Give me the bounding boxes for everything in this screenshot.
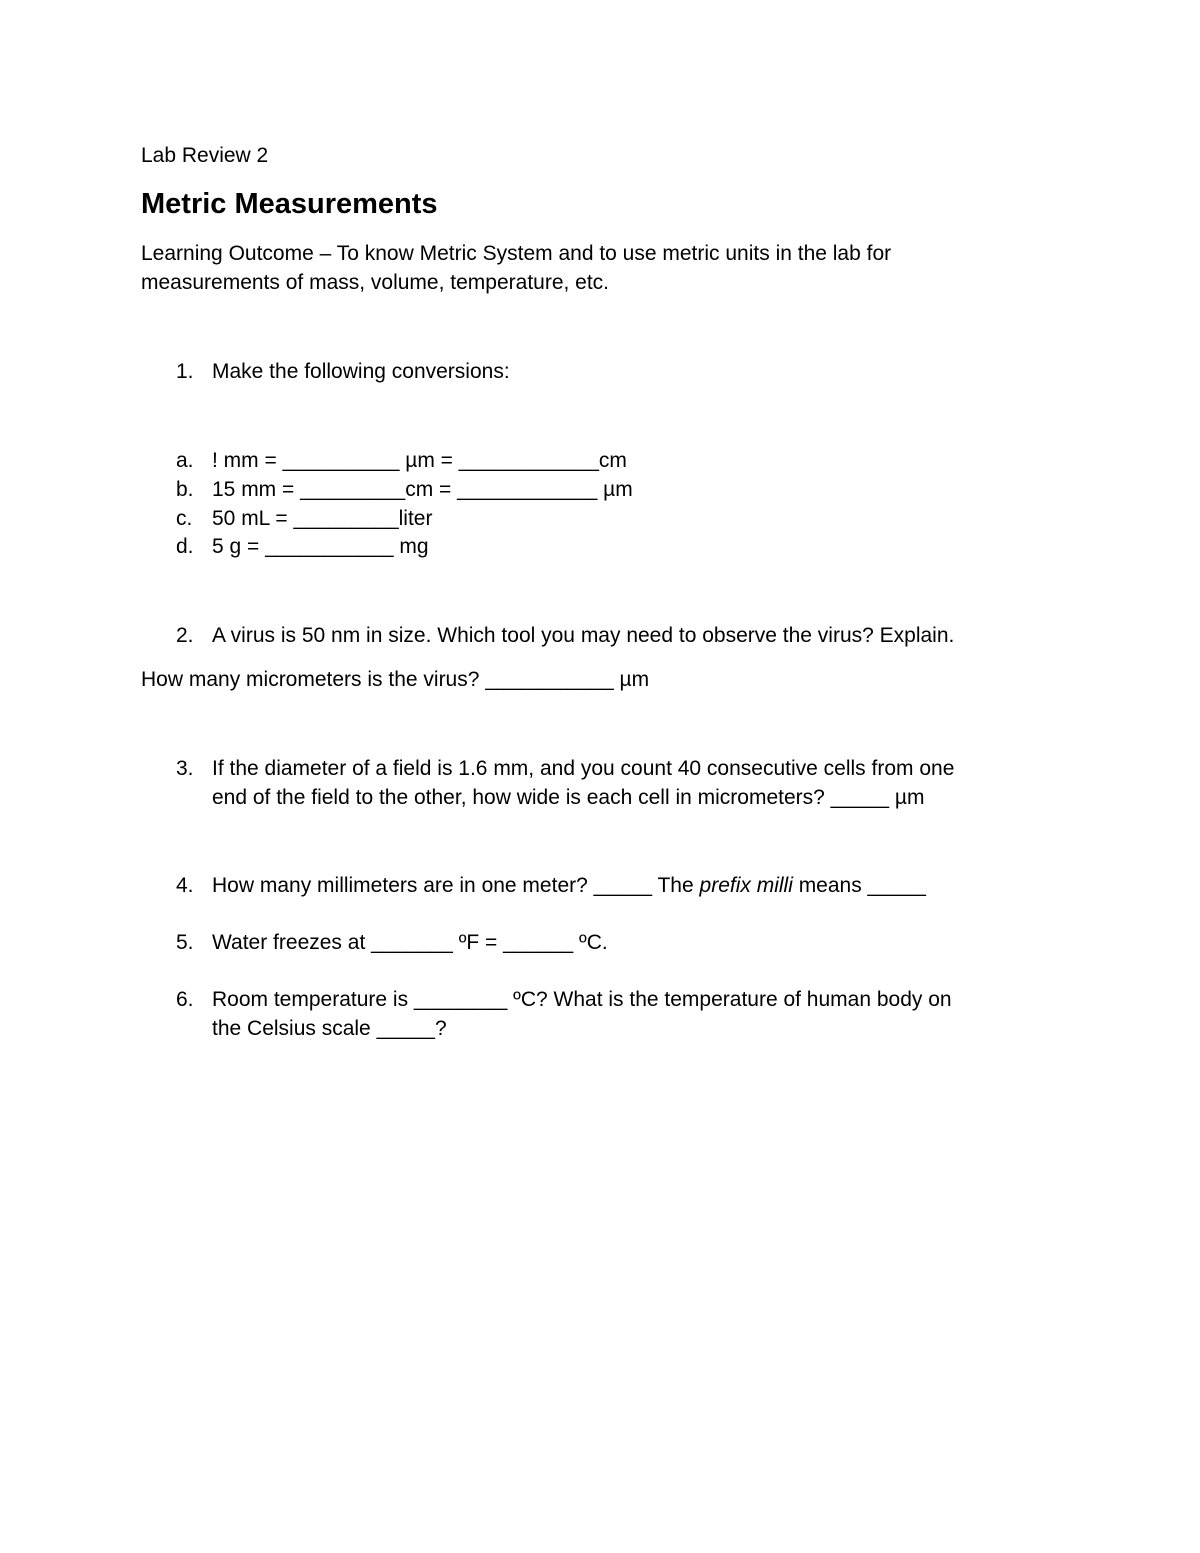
part-c-text: 50 mL = _________liter (212, 507, 433, 530)
question-5-number: 5. (176, 931, 194, 954)
learning-outcome-line2: measurements of mass, volume, temperature, etc. (141, 271, 610, 294)
learning-outcome-line1: Learning Outcome – To know Metric System and to use metric units in the lab for (141, 242, 892, 265)
learning-outcome (141, 239, 1041, 297)
question-4-text (212, 871, 1062, 900)
question-4-text-a: How many millimeters are in one meter? _____ The (212, 874, 700, 897)
lab-review-label: Lab Review 2 (141, 144, 269, 167)
question-4-number: 4. (176, 874, 194, 897)
part-a-text: ! mm = __________ µm = ____________cm (212, 449, 627, 472)
question-3-line2: end of the field to the other, how wide is each cell in micrometers? _____ µm (212, 786, 925, 809)
question-4-italic: prefix milli (699, 874, 793, 897)
part-b-text: 15 mm = _________cm = ____________ µm (212, 478, 633, 501)
question-2-followup: How many micrometers is the virus? ___________ µm (141, 668, 650, 691)
question-4-text-b: means _____ (792, 874, 926, 897)
question-1-number: 1. (176, 360, 194, 383)
part-a-label: a. (176, 449, 194, 472)
part-d-text: 5 g = ___________ mg (212, 535, 429, 558)
part-b-label: b. (176, 478, 194, 501)
question-5-text: Water freezes at _______ ºF = ______ ºC. (212, 931, 608, 954)
question-6-text (212, 985, 1062, 1043)
question-3-text (212, 754, 1062, 812)
question-1-text: Make the following conversions: (212, 360, 510, 383)
page-title: Metric Measurements (141, 188, 438, 220)
part-d-label: d. (176, 535, 194, 558)
part-c-label: c. (176, 507, 193, 530)
question-2-text: A virus is 50 nm in size. Which tool you may need to observe the virus? Explain. (212, 624, 955, 647)
question-6-line2: the Celsius scale _____? (212, 1017, 447, 1040)
question-3-line1: If the diameter of a field is 1.6 mm, and you count 40 consecutive cells from one (212, 757, 955, 780)
question-6-number: 6. (176, 988, 194, 1011)
question-6-line1: Room temperature is ________ ºC? What is the temperature of human body on (212, 988, 952, 1011)
question-3-number: 3. (176, 757, 194, 780)
question-2-number: 2. (176, 624, 194, 647)
